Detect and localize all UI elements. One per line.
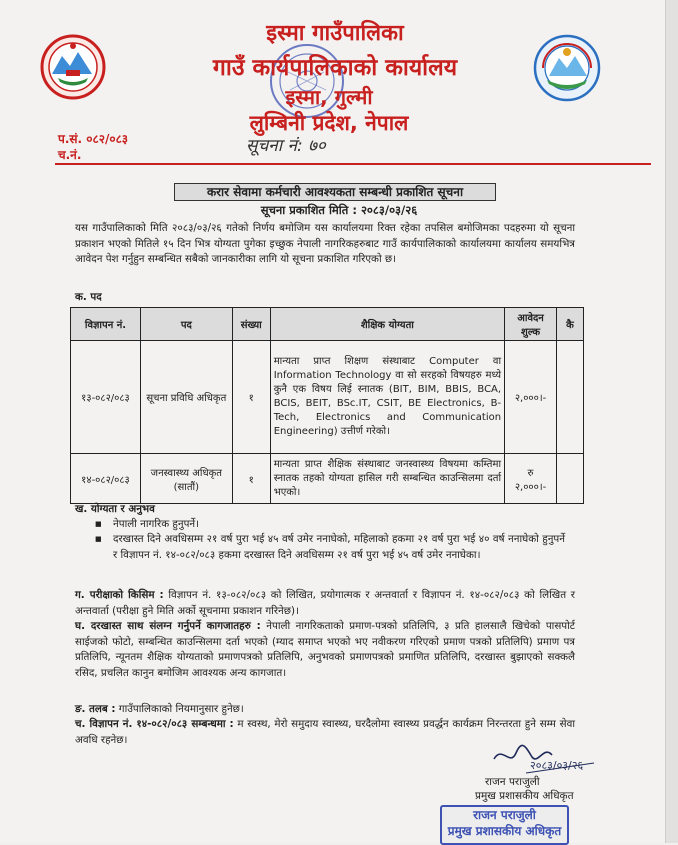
- list-item: ■ नेपाली नागरिक हुनुपर्ने।: [95, 517, 565, 532]
- exam-type-text: विज्ञापन नं. १३-०८२/०८३ को लिखित, प्रयोगात्मक र अन्तवार्ता र विज्ञापन नं. १४-०८२/०८३ को लिखित र अन्तवार्ता (परीक्षा हुने मिति अर्को सूचनामा प्रकाशन गरिनेछ)।: [75, 589, 575, 617]
- fiscal-year-ref: प.सं. ०८२/०८३: [58, 132, 129, 146]
- fee-currency: रु: [527, 467, 534, 479]
- column-header: शैक्षिक योग्यता: [270, 308, 504, 341]
- header-divider: [55, 163, 651, 165]
- handwritten-signature-icon: [486, 737, 596, 777]
- salary-paragraph: [75, 702, 575, 718]
- table-row: [71, 341, 584, 454]
- notice-title: करार सेवामा कर्मचारी आवश्यकता सम्बन्धी प्रकाशित सूचना: [174, 183, 496, 201]
- exam-type-label: ग. परीक्षाको किसिम :: [75, 589, 164, 601]
- qualification-cell: मान्यता प्राप्त शिक्षण संस्थाबाट Computer वा Information Technology वा सो सरहको विषयहरु मध्ये कुनै एक विषय लिई स्नातक (BIT, BIM, BBIS, BCA, BCIS, BEIT, BSc.IT, CSIT, BE Electronics, B-Tech, Electronics and Communication Engineering) उत्तीर्ण गरेको।: [270, 341, 504, 454]
- signatory-title: प्रमुख प्रशासकीय अधिकृत: [475, 790, 574, 802]
- count-cell: १: [232, 341, 270, 454]
- vacancy-table: [70, 307, 584, 504]
- column-header: पद: [140, 308, 232, 341]
- qualification-list: [95, 517, 565, 563]
- column-header: विज्ञापन नं.: [71, 308, 141, 341]
- table-row: [71, 454, 584, 504]
- column-header: कै: [557, 308, 584, 341]
- stamp-name: राजन पराजुली: [473, 808, 536, 822]
- column-header: आवेदन शुल्क: [505, 308, 557, 341]
- documents-label: घ. दरखास्त साथ संलग्न गर्नुपर्ने कागजातहरु :: [75, 620, 261, 632]
- stamp-title: प्रमुख प्रशासकीय अधिकृत: [447, 824, 562, 838]
- signatory-name: राजन पराजुली: [485, 776, 540, 788]
- salary-label: ङ. तलब :: [75, 703, 116, 715]
- intro-paragraph: यस गाउँपालिकाको मिति २०८३/०३/२६ गतेको निर्णय बमोजिम यस कार्यालयमा रिक्त रहेका तपसिल बमोजिमका पदहरुमा यो सूचना प्रकाशन भएको मितिले १५ दिन भित्र योग्यता पुगेका इच्छुक नेपाली नागरिकहरुबाट गाउँ कार्यपालिकाको कार्यालयमा कार्यालय समयभित्र आवेदन पेश गर्नुहुन सम्बन्धित सबैको जानकारीका लागि यो सूचना प्रकाशित गरिएको छ।: [75, 222, 575, 266]
- section-posts-heading: क. पद: [75, 291, 102, 303]
- office-location: इस्मा, गुल्मी: [285, 85, 373, 109]
- qualification-cell: मान्यता प्राप्त शैक्षिक संस्थाबाट जनस्वास्थ्य विषयमा कम्तिमा स्नातक तहको योग्यता हासिल गरी सम्बन्धित काउन्सिलमा दर्ता भएको।: [270, 454, 504, 504]
- remarks-cell: [557, 454, 584, 504]
- notice-number: सूचना नं: ७०: [246, 136, 326, 156]
- office-name: इस्मा गाउँपालिका: [266, 21, 404, 46]
- publish-date: सूचना प्रकाशित मिति : २०८३/०३/२६: [260, 203, 418, 217]
- signature-date: २०८३/०३/२६: [530, 759, 584, 772]
- count-cell: १: [232, 454, 270, 504]
- ad-number-cell: १३-०८२/०८३: [71, 341, 141, 454]
- fee-cell: २,०००।-: [505, 341, 557, 454]
- section-qualification-heading: ख. योग्यता र अनुभव: [75, 503, 155, 515]
- table-header-row: [71, 308, 584, 341]
- post-cell: जनस्वास्थ्य अधिकृत (सातौं): [140, 454, 232, 504]
- name-stamp: [440, 805, 569, 845]
- office-province: लुम्बिनी प्रदेश, नेपाल: [249, 111, 409, 135]
- service-period-text: म स्वस्थ, मेरो समुदाय स्वास्थ्य, घरदैलोमा स्वास्थ्य प्रवर्द्धन कार्यक्रम निरन्तरता हुने सम्म सेवा अवधि रहनेछ।: [75, 718, 575, 746]
- post-cell: सूचना प्रविधि अधिकृत: [140, 341, 232, 454]
- exam-type-paragraph: [75, 588, 575, 619]
- office-subtitle: गाउँ कार्यपालिकाको कार्यालय: [212, 55, 458, 81]
- list-item: ■ दरखास्त दिने अवधिसम्म २१ वर्ष पुरा भई ४५ वर्ष उमेर ननाघेको, महिलाको हकमा २१ वर्ष पुरा भई ४० वर्ष ननाघेको हुनुपर्ने र विज्ञापन नं. १४-०८२/०८३ हकमा दरखास्त दिने अवधिसम्म २१ वर्ष पुरा भई ४५ वर्ष उमेर ननाघेका।: [95, 532, 565, 563]
- fee-cell: [505, 454, 557, 504]
- dispatch-number-ref: च.नं.: [58, 148, 82, 162]
- fee-amount: २,०००।-: [514, 481, 547, 493]
- column-header: संख्या: [232, 308, 270, 341]
- remarks-cell: [557, 341, 584, 454]
- ad-number-cell: १४-०८२/०८३: [71, 454, 141, 504]
- documents-text: नेपाली नागरिकताको प्रमाण-पत्रको प्रतिलिपि, ३ प्रति हालसालै खिचेको पासपोर्ट साईजको फोटो, सम्बन्धित काउन्सिलमा दर्ता भएको (म्याद समाप्त भएको भए नवीकरण गरिएको प्रमाण पत्रको प्रतिलिपि) प्रमाण पत्र प्रतिलिपि, न्यूनतम शैक्षिक योग्यताको प्रमाणपत्रको प्रतिलिपि, अनुभवको प्रमाणपत्रको प्रमाणित प्रतिलिपि, दरखास्त बुझाएको सक्कलै रसिद, प्रचलित कानुन बमोजिम आवश्यक अन्य कागजात।: [75, 620, 575, 679]
- salary-text: गाउँपालिकाको नियमानुसार हुनेछ।: [115, 703, 244, 715]
- service-period-label: च. विज्ञापन नं. १४-०८२/०८३ सम्बन्धमा :: [75, 718, 234, 730]
- documents-paragraph: [75, 619, 575, 681]
